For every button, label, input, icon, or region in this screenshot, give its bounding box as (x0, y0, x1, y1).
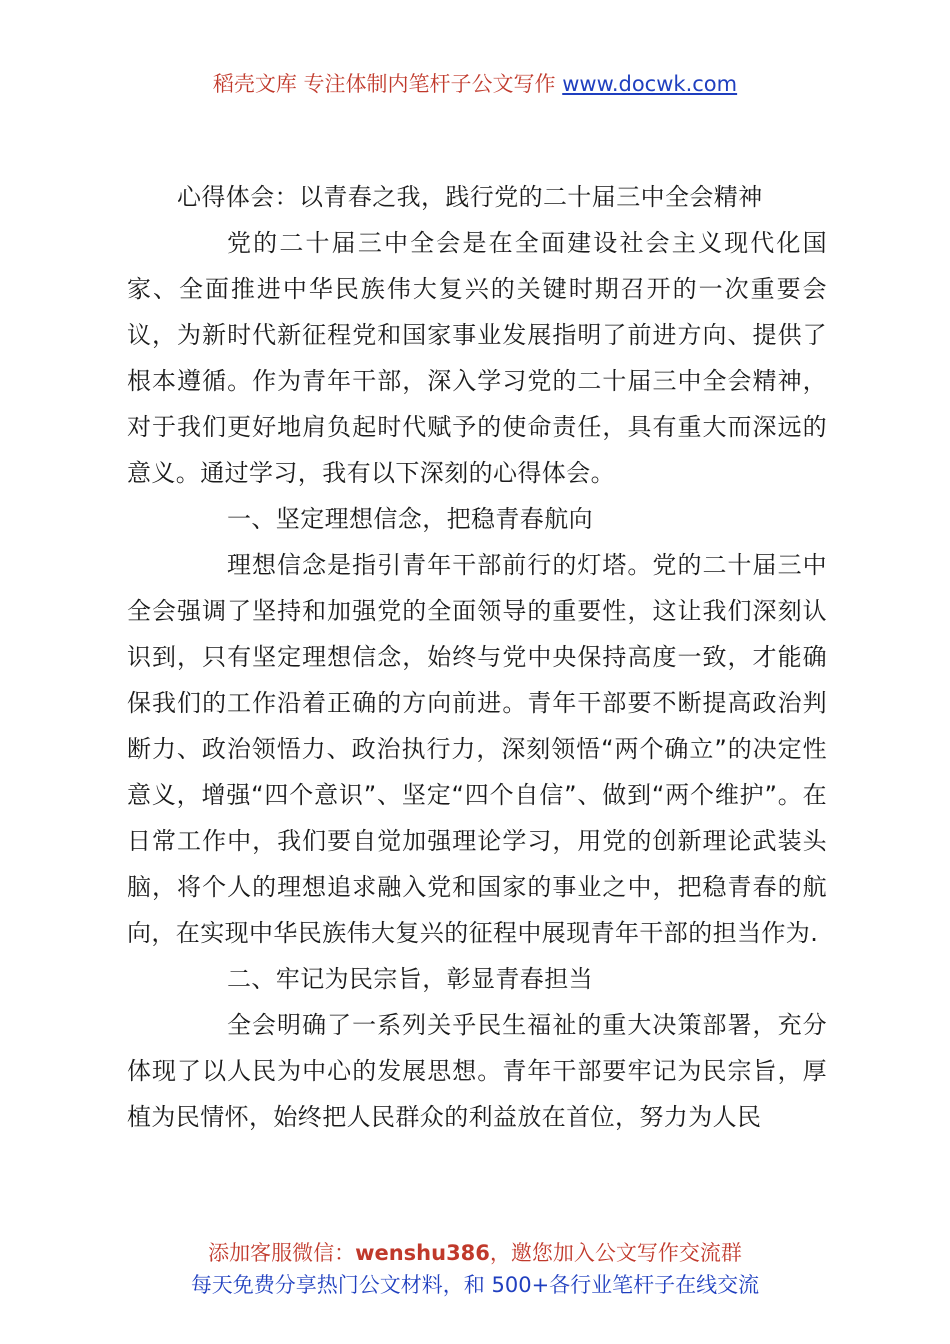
footer-contact-prefix: 添加客服微信： (208, 1241, 356, 1265)
section-heading-2: 二、牢记为民宗旨，彰显青春担当 (227, 965, 593, 993)
page-footer (0, 1237, 950, 1301)
footer-promo-line: 每天免费分享热门公文材料，和 500+各行业笔杆子在线交流 (190, 1273, 760, 1297)
footer-contact-line (0, 1237, 950, 1269)
paragraph-intro: 党的二十届三中全会是在全面建设社会主义现代化国家、全面推进中华民族伟大复兴的关键时期召开的一次重要会议，为新时代新征程党和国家事业发展指明了前进方向、提供了根本遵循。作为青年干部，深入学习党的二十届三中全会精神，对于我们更好地肩负起时代赋予的使命责任，具有重大而深远的意义。通过学习，我有以下深刻的心得体会。 (127, 229, 827, 487)
document-title: 心得体会：以青春之我，践行党的二十届三中全会精神 (177, 183, 763, 211)
paragraph-section-1: 理想信念是指引青年干部前行的灯塔。党的二十届三中全会强调了坚持和加强党的全面领导的重要性，这让我们深刻认识到，只有坚定理想信念，始终与党中央保持高度一致，才能确保我们的工作沿着正确的方向前进。青年干部要不断提高政治判断力、政治领悟力、政治执行力，深刻领悟“两个确立”的决定性意义，增强“四个意识”、坚定“四个自信”、做到“两个维护”。在日常工作中，我们要自觉加强理论学习，用党的创新理论武装头脑，将个人的理想追求融入党和国家的事业之中，把稳青春的航向，在实现中华民族伟大复兴的征程中展现青年干部的担当作为. (127, 551, 827, 947)
footer-wechat-id: wenshu386 (355, 1241, 490, 1265)
page-header (0, 68, 950, 100)
paragraph-section-2: 全会明确了一系列关乎民生福祉的重大决策部署，充分体现了以人民为中心的发展思想。青年干部要牢记为民宗旨，厚植为民情怀，始终把人民群众的利益放在首位，努力为人民 (127, 1011, 827, 1131)
header-url-link[interactable]: www.docwk.com (562, 72, 738, 96)
section-heading-1: 一、坚定理想信念，把稳青春航向 (227, 505, 593, 533)
document-body (127, 174, 827, 1140)
footer-contact-suffix: ，邀您加入公文写作交流群 (489, 1241, 742, 1265)
header-site-text: 稻壳文库 专注体制内笔杆子公文写作 (212, 72, 563, 96)
